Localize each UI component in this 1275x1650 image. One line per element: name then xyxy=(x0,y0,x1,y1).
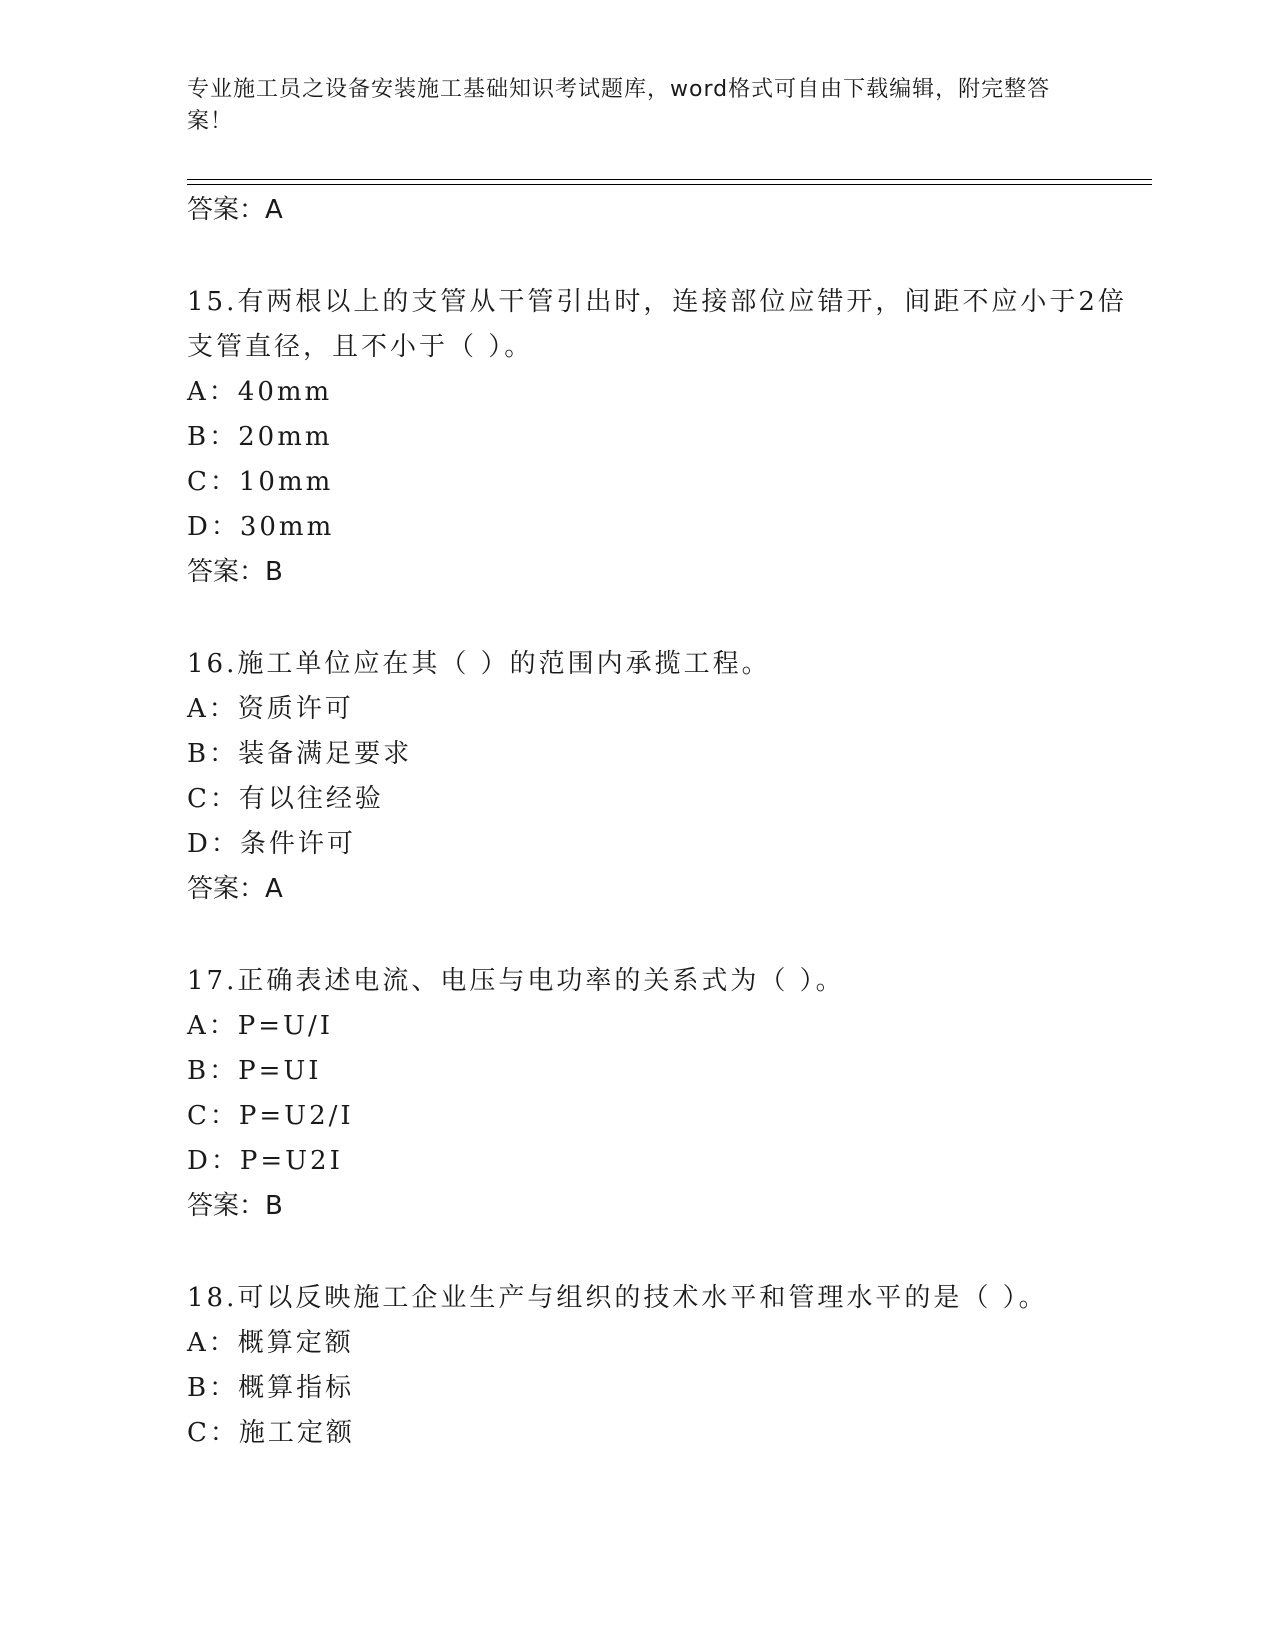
option-a: A：40mm xyxy=(187,377,333,407)
question-text: 16.施工单位应在其（ ）的范围内承揽工程。 xyxy=(187,649,771,679)
question-list xyxy=(187,188,1147,1456)
header-divider-bottom xyxy=(187,184,1152,185)
option-d: D：条件许可 xyxy=(187,829,356,859)
option-b: B：概算指标 xyxy=(187,1373,355,1403)
option-b: B：装备满足要求 xyxy=(187,739,413,769)
answer-line: 答案：A xyxy=(187,195,283,225)
question-text: 17.正确表述电流、电压与电功率的关系式为（ ）。 xyxy=(187,966,845,996)
question-block-15 xyxy=(187,280,1147,594)
option-c: C：有以往经验 xyxy=(187,784,384,814)
answer-line: 答案：B xyxy=(187,557,283,587)
answer-line: 答案：A xyxy=(187,874,283,904)
option-a: A：P=U/I xyxy=(187,1011,333,1041)
option-d: D：30mm xyxy=(187,512,335,542)
document-header: 专业施工员之设备安装施工基础知识考试题库，word格式可自由下载编辑，附完整答案！ xyxy=(187,77,1051,134)
option-c: C：10mm xyxy=(187,467,334,497)
header-divider-top xyxy=(187,179,1152,180)
option-c: C：施工定额 xyxy=(187,1418,355,1448)
question-block-16 xyxy=(187,642,1147,911)
question-block-17 xyxy=(187,959,1147,1228)
question-block-18 xyxy=(187,1276,1147,1456)
option-a: A：资质许可 xyxy=(187,694,354,724)
option-d: D：P=U2I xyxy=(187,1146,343,1176)
answer-line: 答案：B xyxy=(187,1191,283,1221)
option-b: B：P=UI xyxy=(187,1056,322,1086)
option-b: B：20mm xyxy=(187,422,333,452)
option-c: C：P=U2/I xyxy=(187,1101,354,1131)
question-text: 15.有两根以上的支管从干管引出时，连接部位应错开，间距不应小于2倍支管直径，且不小于（ ）。 xyxy=(187,287,1127,362)
question-text: 18.可以反映施工企业生产与组织的技术水平和管理水平的是（ ）。 xyxy=(187,1283,1048,1313)
option-a: A：概算定额 xyxy=(187,1328,354,1358)
